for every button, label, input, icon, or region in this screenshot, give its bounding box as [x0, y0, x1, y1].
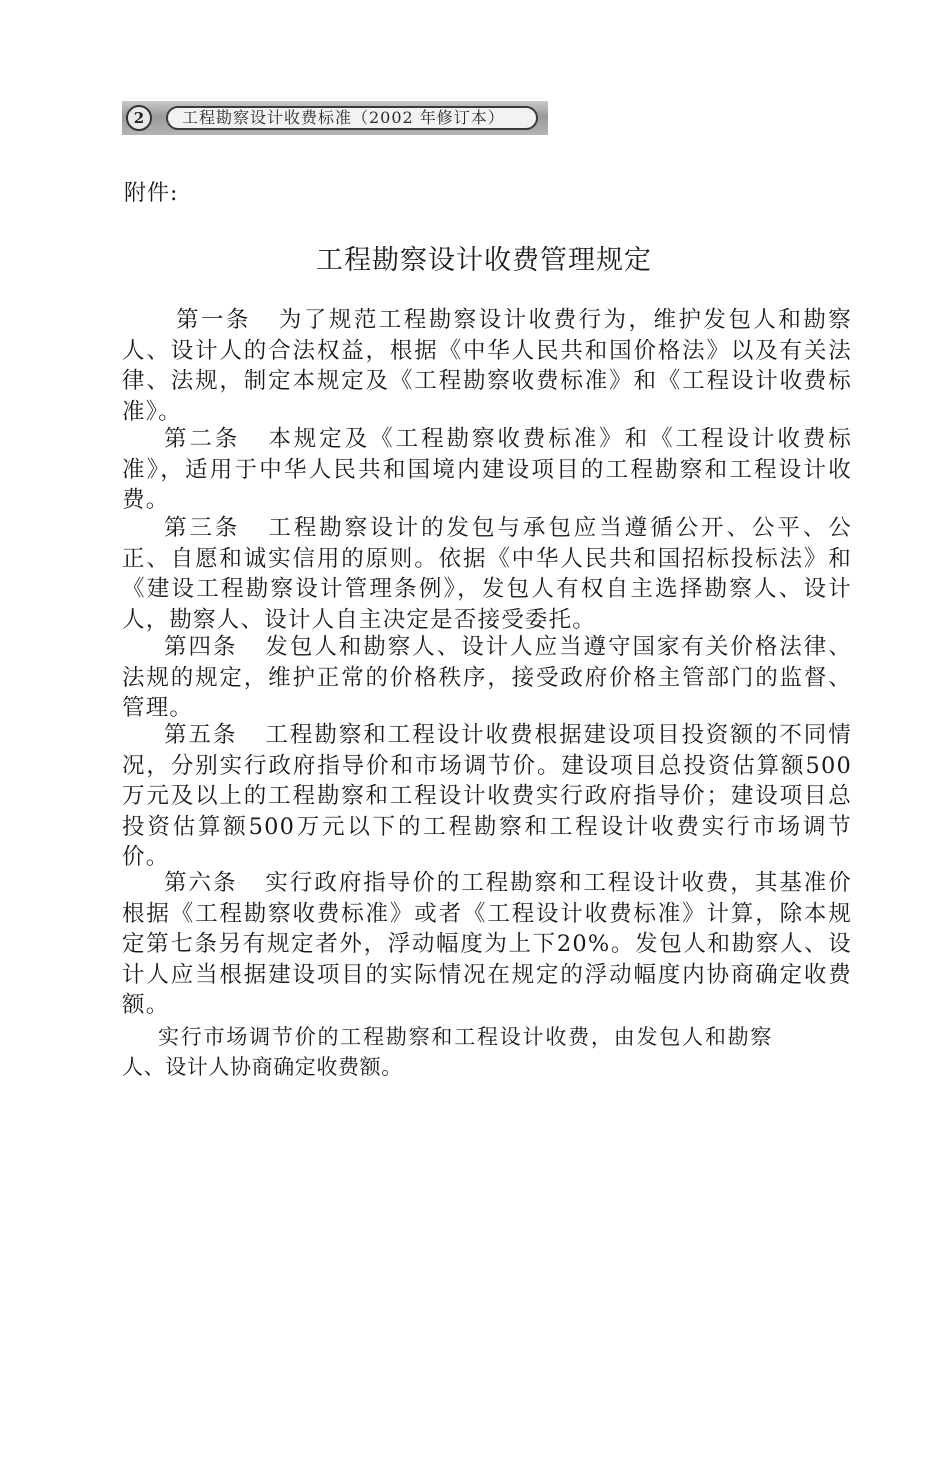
article-number: 第五条 — [164, 722, 238, 748]
article-number: 第四条 — [164, 634, 238, 660]
article-number: 第三条 — [164, 515, 241, 541]
article-text: 工程勘察和工程设计收费根据建设项目投资额的不同情况，分别实行政府指导价和市场调节价。建设项目总投资估算额500万元及以上的工程勘察和工程设计收费实行政府指导价；建设项目总投资估算额500万元以下的工程勘察和工程设计收费实行市场调节价。 — [122, 722, 852, 871]
article-5 — [122, 720, 852, 873]
article-text: 发包人和勘察人、设计人应当遵守国家有关价格法律、法规的规定，维护正常的价格秩序，接受政府价格主管部门的监督、管理。 — [122, 634, 852, 722]
article-text: 本规定及《工程勘察收费标准》和《工程设计收费标准》，适用于中华人民共和国境内建设项目的工程勘察和工程设计收费。 — [122, 426, 852, 514]
article-3 — [122, 513, 852, 635]
page-number-badge: 2 — [126, 105, 152, 131]
article-text: 实行政府指导价的工程勘察和工程设计收费，其基准价根据《工程勘察收费标准》或者《工程设计收费标准》计算，除本规定第七条另有规定者外，浮动幅度为上下20%。发包人和勘察人、设计人应当根据建设项目的实际情况在规定的浮动幅度内协商确定收费额。 — [122, 870, 852, 1019]
article-text: 工程勘察设计的发包与承包应当遵循公开、公平、公正、自愿和诚实信用的原则。依据《中华人民共和国招标投标法》和《建设工程勘察设计管理条例》，发包人有权自主选择勘察人、设计人，勘察人、设计人自主决定是否接受委托。 — [122, 515, 852, 633]
article-4 — [122, 632, 852, 724]
book-header-banner — [122, 101, 548, 135]
article-number: 第一条 — [176, 307, 251, 333]
book-title-banner: 工程勘察设计收费标准（2002 年修订本） — [166, 106, 538, 130]
article-text: 为了规范工程勘察设计收费行为，维护发包人和勘察人、设计人的合法权益，根据《中华人民共和国价格法》以及有关法律、法规，制定本规定及《工程勘察收费标准》和《工程设计收费标准》。 — [122, 307, 852, 425]
article-6 — [122, 868, 852, 1021]
attachment-label: 附件: — [124, 181, 179, 206]
article-number: 第六条 — [164, 870, 238, 896]
closing-paragraph: 实行市场调节价的工程勘察和工程设计收费，由发包人和勘察人、设计人协商确定收费额。 — [122, 1025, 772, 1079]
article-number: 第二条 — [164, 426, 241, 452]
article-2 — [122, 424, 852, 516]
document-title: 工程勘察设计收费管理规定 — [316, 245, 652, 276]
article-1 — [122, 305, 852, 427]
